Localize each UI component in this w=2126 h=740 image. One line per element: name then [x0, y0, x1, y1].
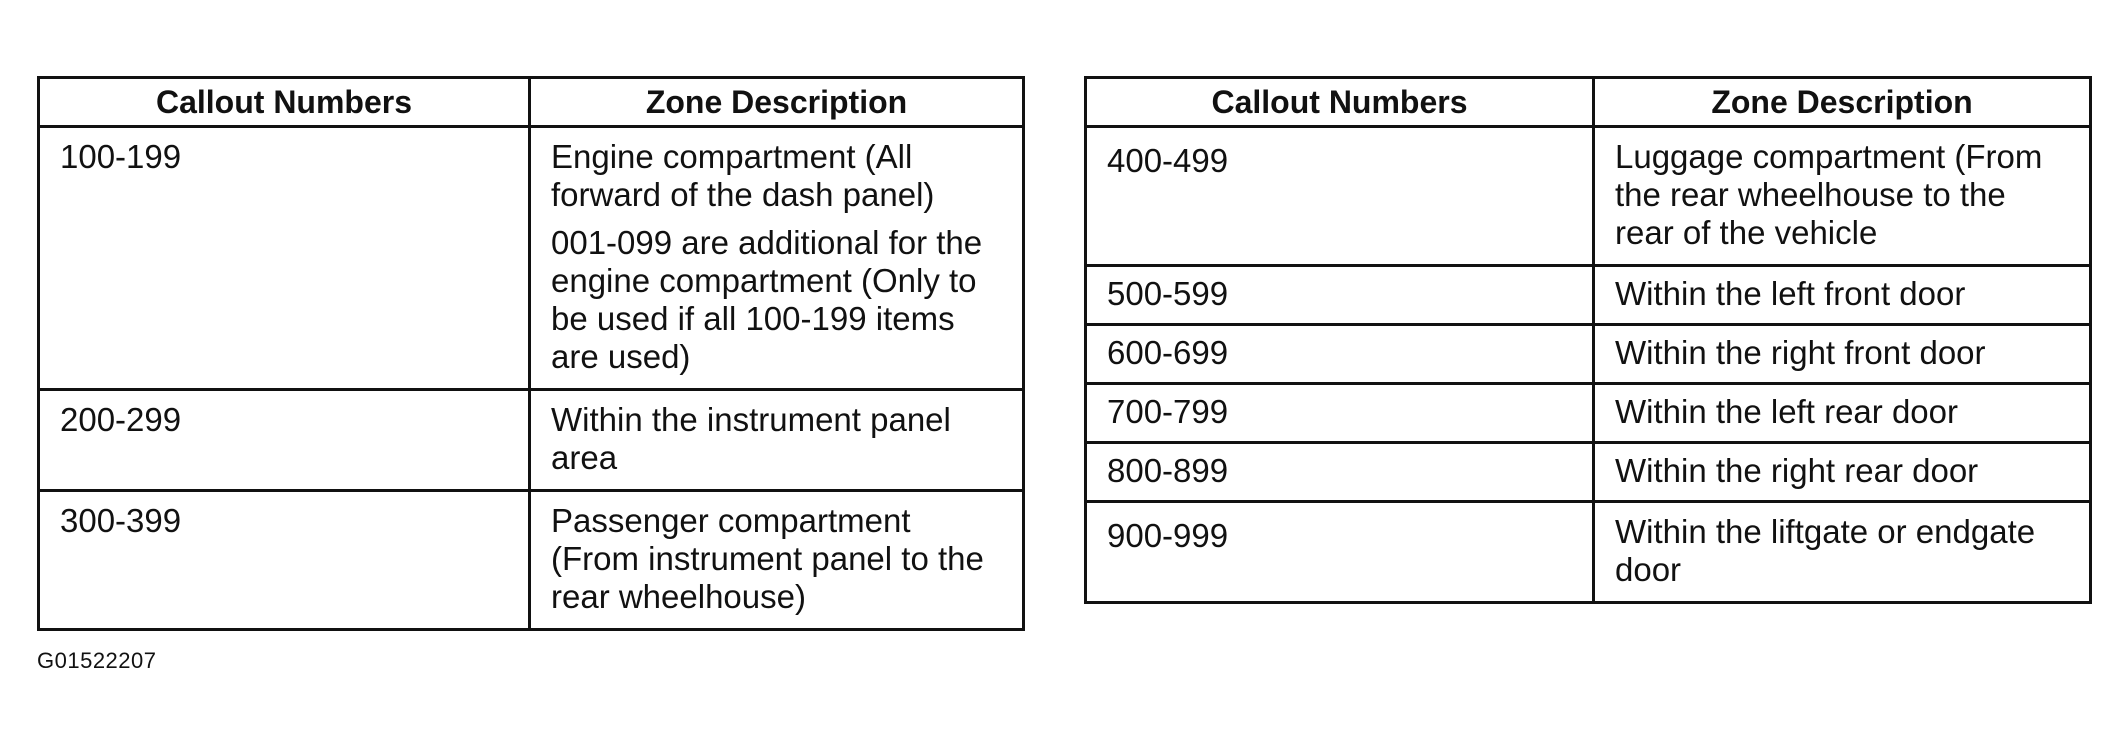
callout-range: 500-599 — [1086, 266, 1594, 325]
zone-description — [1594, 443, 2091, 502]
callout-range: 700-799 — [1086, 384, 1594, 443]
zone-description-text: Passenger compartment (From instrument panel to the rear wheelhouse) — [551, 502, 984, 615]
callout-range: 600-699 — [1086, 325, 1594, 384]
zone-description-text: Engine compartment (All forward of the dash panel) — [551, 138, 935, 213]
zone-description-text: Luggage compartment (From the rear wheelhouse to the rear of the vehicle — [1615, 138, 2043, 251]
zone-description — [530, 127, 1024, 390]
zone-description-text: Within the liftgate or endgate door — [1615, 513, 2036, 588]
table-row — [1086, 502, 2091, 603]
zone-description — [1594, 502, 2091, 603]
table-row — [39, 491, 1024, 630]
table-row — [39, 390, 1024, 491]
callout-range: 100-199 — [39, 127, 530, 390]
table-row — [1086, 443, 2091, 502]
zone-description — [530, 491, 1024, 630]
zone-description-text: Within the left front door — [1615, 275, 1966, 312]
table-row — [1086, 384, 2091, 443]
table-row — [1086, 325, 2091, 384]
callout-range: 200-299 — [39, 390, 530, 491]
header-callout-numbers: Callout Numbers — [39, 78, 530, 127]
table-row — [39, 127, 1024, 390]
zone-description-text: Within the right rear door — [1615, 452, 1979, 489]
callout-range: 300-399 — [39, 491, 530, 630]
zone-description — [1594, 266, 2091, 325]
zone-description — [1594, 127, 2091, 266]
header-zone-description: Zone Description — [1594, 78, 2091, 127]
figure-id: G01522207 — [37, 648, 157, 673]
callout-range: 900-999 — [1086, 502, 1594, 603]
callout-range: 800-899 — [1086, 443, 1594, 502]
header-callout-numbers: Callout Numbers — [1086, 78, 1594, 127]
header-zone-description: Zone Description — [530, 78, 1024, 127]
zone-description — [1594, 325, 2091, 384]
zone-description-text: Within the left rear door — [1615, 393, 1958, 430]
table-header-row — [39, 78, 1024, 127]
zone-description — [530, 390, 1024, 491]
callout-zone-table-right — [1084, 76, 2092, 604]
table-header-row — [1086, 78, 2091, 127]
callout-range: 400-499 — [1086, 127, 1594, 266]
zone-description-note: 001-099 are additional for the engine compartment (Only to be used if all 100-199 items are used) — [551, 224, 983, 375]
zone-description — [1594, 384, 2091, 443]
zone-description-text: Within the instrument panel area — [551, 401, 951, 476]
callout-zone-table-left — [37, 76, 1025, 631]
table-row — [1086, 127, 2091, 266]
table-row — [1086, 266, 2091, 325]
zone-description-text: Within the right front door — [1615, 334, 1986, 371]
